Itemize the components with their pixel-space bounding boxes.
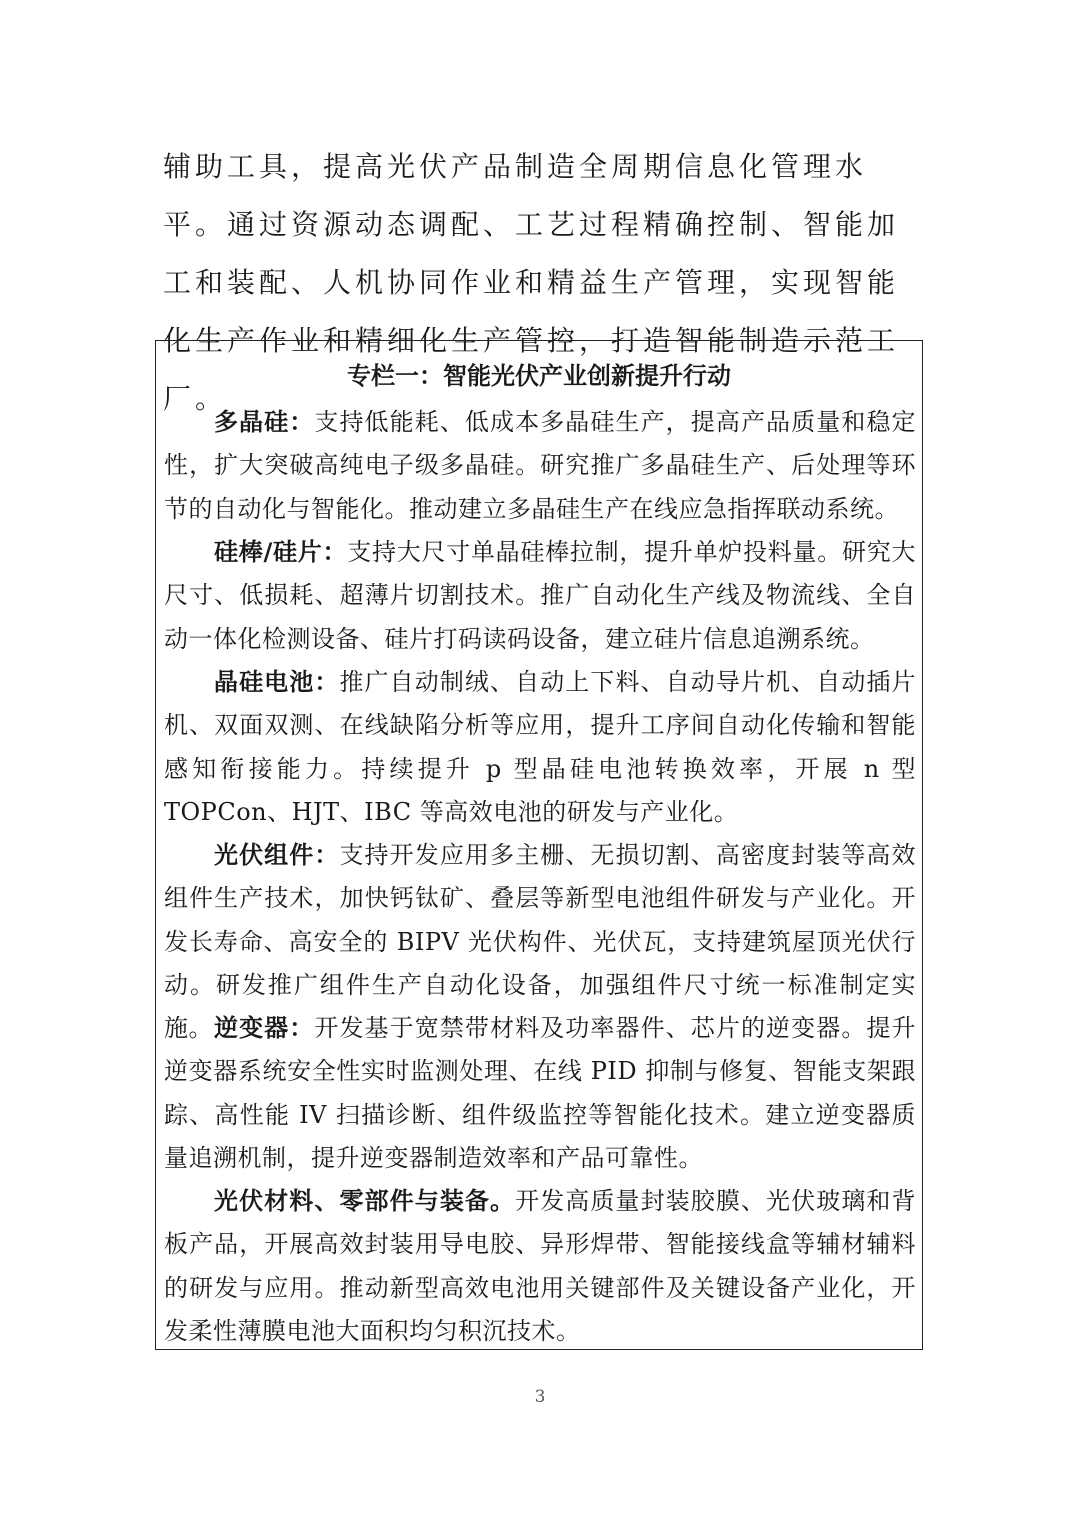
section-heading: 光伏材料、零部件与装备。 (214, 1187, 516, 1215)
section-text: 支持低能耗、低成本多晶硅生产，提高产品质量和稳定性，扩大突破高纯电子级多晶硅。研究推广多晶硅生产、后处理等环节的自动化与智能化。推动建立多晶硅生产在线应急指挥联动系统。 (164, 408, 917, 523)
section-text: 开发基于宽禁带材料及功率器件、芯片的逆变器。提升逆变器系统安全性实时监测处理、在线 PID 抑制与修复、智能支架跟踪、高性能 IV 扫描诊断、组件级监控等智能化技术。建立逆变器质量追溯机制，提升逆变器制造效率和产品可靠性。 (164, 1014, 917, 1172)
column-box (155, 340, 923, 1350)
section-inverter (164, 1007, 916, 1180)
section-text: 推广自动制绒、自动上下料、自动导片机、自动插片机、双面双测、在线缺陷分析等应用，提升工序间自动化传输和智能感知衔接能力。持续提升 p 型晶硅电池转换效率，开展 n 型 TOPCon、HJT、IBC 等高效电池的研发与产业化。 (164, 668, 917, 826)
section-heading: 晶硅电池： (214, 668, 340, 696)
page-number: 3 (534, 1387, 546, 1407)
section-text: 开发高质量封装胶膜、光伏玻璃和背板产品，开展高效封装用导电胶、异形焊带、智能接线盒等辅材辅料的研发与应用。推动新型高效电池用关键部件及关键设备产业化，开发柔性薄膜电池大面积均匀积沉技术。 (164, 1187, 917, 1345)
section-crystalline-cell (164, 661, 916, 834)
section-heading: 多晶硅： (214, 408, 315, 436)
intro-paragraph: 辅助工具，提高光伏产品制造全周期信息化管理水平。通过资源动态调配、工艺过程精确控制、智能加工和装配、人机协同作业和精益生产管理，实现智能化生产作业和精细化生产管控，打造智能制造示范工厂。 (163, 150, 900, 415)
section-text: 支持大尺寸单晶硅棒拉制，提升单炉投料量。研究大尺寸、低损耗、超薄片切割技术。推广自动化生产线及物流线、全自动一体化检测设备、硅片打码读码设备，建立硅片信息追溯系统。 (164, 538, 917, 653)
box-title: 专栏一：智能光伏产业创新提升行动 (347, 362, 731, 390)
section-polysilicon (164, 401, 916, 531)
section-heading: 逆变器： (214, 1014, 315, 1042)
section-text: 支持开发应用多主栅、无损切割、高密度封装等高效组件生产技术，加快钙钛矿、叠层等新型电池组件研发与产业化。开发长寿命、高安全的 BIPV 光伏构件、光伏瓦，支持建筑屋顶光伏行动。研发推广组件生产自动化设备，加强组件尺寸统一标准制定实施。 (164, 841, 917, 1043)
section-heading: 光伏组件： (214, 841, 340, 869)
section-silicon-rod-wafer (164, 531, 916, 661)
section-heading: 硅棒/硅片： (214, 538, 348, 566)
section-materials-equipment (164, 1180, 916, 1353)
